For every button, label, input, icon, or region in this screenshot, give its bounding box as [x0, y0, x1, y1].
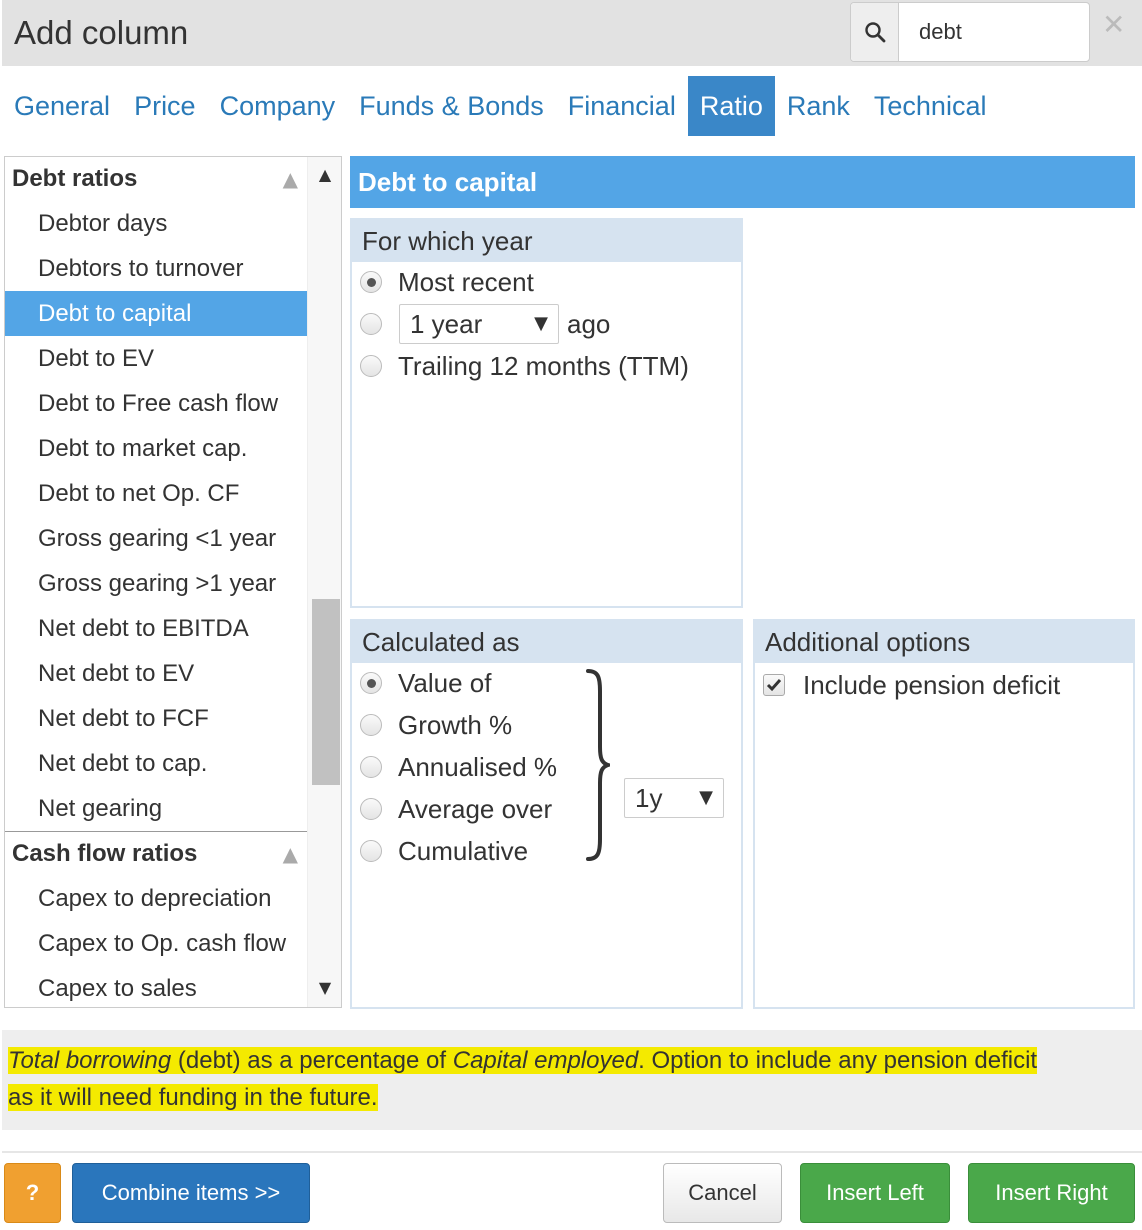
tab-ratio[interactable]: Ratio [688, 76, 775, 136]
dialog-title: Add column [14, 14, 189, 51]
ratio-list[interactable] [4, 156, 342, 1008]
list-item[interactable]: Debt to EV [38, 345, 155, 372]
tab-financial[interactable]: Financial [567, 91, 676, 121]
list-item[interactable]: Capex to Op. cash flow [38, 930, 287, 957]
scroll-thumb[interactable] [312, 599, 340, 785]
ago-label-row [567, 304, 610, 344]
list-scrollbar[interactable] [307, 157, 341, 1007]
list-item-selected[interactable]: Debt to capital [5, 291, 308, 336]
radio-most-recent[interactable] [360, 262, 534, 302]
tab-rank[interactable]: Rank [786, 91, 850, 121]
curly-brace-icon [586, 667, 610, 863]
list-item[interactable]: Capex to sales [38, 975, 197, 1002]
dropdown-caret-icon: ▼ [534, 313, 548, 334]
collapse-icon[interactable]: ▲ [282, 167, 298, 191]
select-value: 1 year [410, 309, 483, 339]
dropdown-caret-icon: ▼ [699, 787, 713, 808]
collapse-icon[interactable]: ▲ [282, 842, 298, 866]
description-segment: . Option to include any pension deficit [638, 1047, 1038, 1074]
radio-ttm[interactable] [360, 346, 689, 386]
checkbox-label: Include pension deficit [803, 669, 1061, 700]
list-item[interactable]: Debtors to turnover [38, 255, 244, 282]
description-line-2: as it will need funding in the future. [8, 1084, 378, 1111]
insert-left-button[interactable]: Insert Left [800, 1163, 950, 1223]
cancel-button[interactable]: Cancel [663, 1163, 782, 1223]
radio-button[interactable] [360, 840, 382, 862]
list-item[interactable]: Gross gearing >1 year [38, 570, 277, 597]
search-icon [864, 21, 886, 43]
tab-price[interactable]: Price [134, 91, 196, 121]
ratio-list-content [5, 157, 308, 1008]
year-box-header: For which year [352, 220, 741, 262]
radio-growth[interactable] [360, 705, 512, 745]
select-value: 1y [635, 783, 663, 813]
additional-box-header: Additional options [755, 621, 1133, 663]
ago-label: ago [567, 308, 611, 339]
radio-label: Average over [398, 793, 553, 824]
description-segment: (debt) as a percentage of [171, 1047, 453, 1074]
radio-label: Most recent [398, 266, 534, 297]
list-item[interactable]: Capex to depreciation [38, 885, 272, 912]
radio-label: Cumulative [398, 835, 529, 866]
group-header-cash-flow-ratios[interactable] [5, 832, 308, 876]
radio-button[interactable] [360, 798, 382, 820]
radio-years-ago[interactable] [360, 304, 398, 344]
footer-divider [2, 1151, 1142, 1153]
radio-label: Annualised % [398, 751, 557, 782]
list-item[interactable]: Debtor days [38, 210, 168, 237]
calc-box-header: Calculated as [352, 621, 741, 663]
description-panel [2, 1030, 1142, 1130]
description-term: Capital employed [452, 1047, 639, 1074]
calculation-box [350, 619, 743, 1009]
radio-button[interactable] [360, 672, 382, 694]
tab-general[interactable]: General [14, 91, 111, 121]
tab-technical[interactable]: Technical [873, 91, 987, 121]
search-button[interactable] [851, 3, 899, 61]
radio-label: Growth % [398, 709, 513, 740]
list-item[interactable]: Net debt to cap. [38, 750, 208, 777]
year-options-box [350, 218, 743, 608]
radio-button[interactable] [360, 756, 382, 778]
category-tabs [2, 76, 998, 136]
list-item[interactable]: Net gearing [38, 795, 163, 822]
search-box [850, 2, 1090, 62]
radio-value-of[interactable] [360, 663, 491, 703]
description-text [8, 1042, 1132, 1116]
list-item[interactable]: Net debt to EBITDA [38, 615, 249, 642]
radio-label: Value of [398, 667, 492, 698]
years-ago-select[interactable] [399, 304, 559, 344]
list-item[interactable]: Net debt to EV [38, 660, 195, 687]
pension-deficit-checkbox[interactable] [763, 674, 785, 696]
checkmark-icon [766, 677, 782, 693]
additional-options-box [753, 619, 1135, 1009]
radio-button[interactable] [360, 271, 382, 293]
tab-company[interactable]: Company [219, 91, 336, 121]
detail-title: Debt to capital [350, 156, 1135, 208]
radio-annualised[interactable] [360, 747, 557, 787]
help-button[interactable]: ? [4, 1163, 61, 1223]
list-item[interactable]: Gross gearing <1 year [38, 525, 277, 552]
radio-button[interactable] [360, 714, 382, 736]
description-line-1 [8, 1047, 1037, 1074]
group-header-label: Cash flow ratios [12, 840, 198, 867]
radio-button[interactable] [360, 355, 382, 377]
radio-button[interactable] [360, 313, 382, 335]
tab-funds-bonds[interactable]: Funds & Bonds [359, 91, 544, 121]
insert-right-button[interactable]: Insert Right [968, 1163, 1135, 1223]
search-input[interactable] [907, 3, 1085, 61]
list-item[interactable]: Net debt to FCF [38, 705, 209, 732]
group-header-debt-ratios[interactable] [5, 157, 308, 201]
group-header-label: Debt ratios [12, 165, 138, 192]
scroll-down-arrow-icon[interactable]: ▼ [318, 978, 332, 997]
radio-cumulative[interactable] [360, 831, 528, 871]
pension-deficit-option[interactable] [763, 665, 1060, 705]
close-icon[interactable]: ✕ [1102, 8, 1126, 41]
radio-average[interactable] [360, 789, 552, 829]
radio-label: Trailing 12 months (TTM) [398, 350, 689, 381]
scroll-up-arrow-icon[interactable]: ▲ [318, 165, 332, 184]
list-item[interactable]: Debt to Free cash flow [38, 390, 279, 417]
list-item[interactable]: Debt to market cap. [38, 435, 248, 462]
list-item[interactable]: Debt to net Op. CF [38, 480, 240, 507]
period-select[interactable] [624, 778, 724, 818]
dialog-header [2, 0, 1142, 66]
combine-items-button[interactable]: Combine items >> [72, 1163, 310, 1223]
description-term: Total borrowing [8, 1047, 172, 1074]
